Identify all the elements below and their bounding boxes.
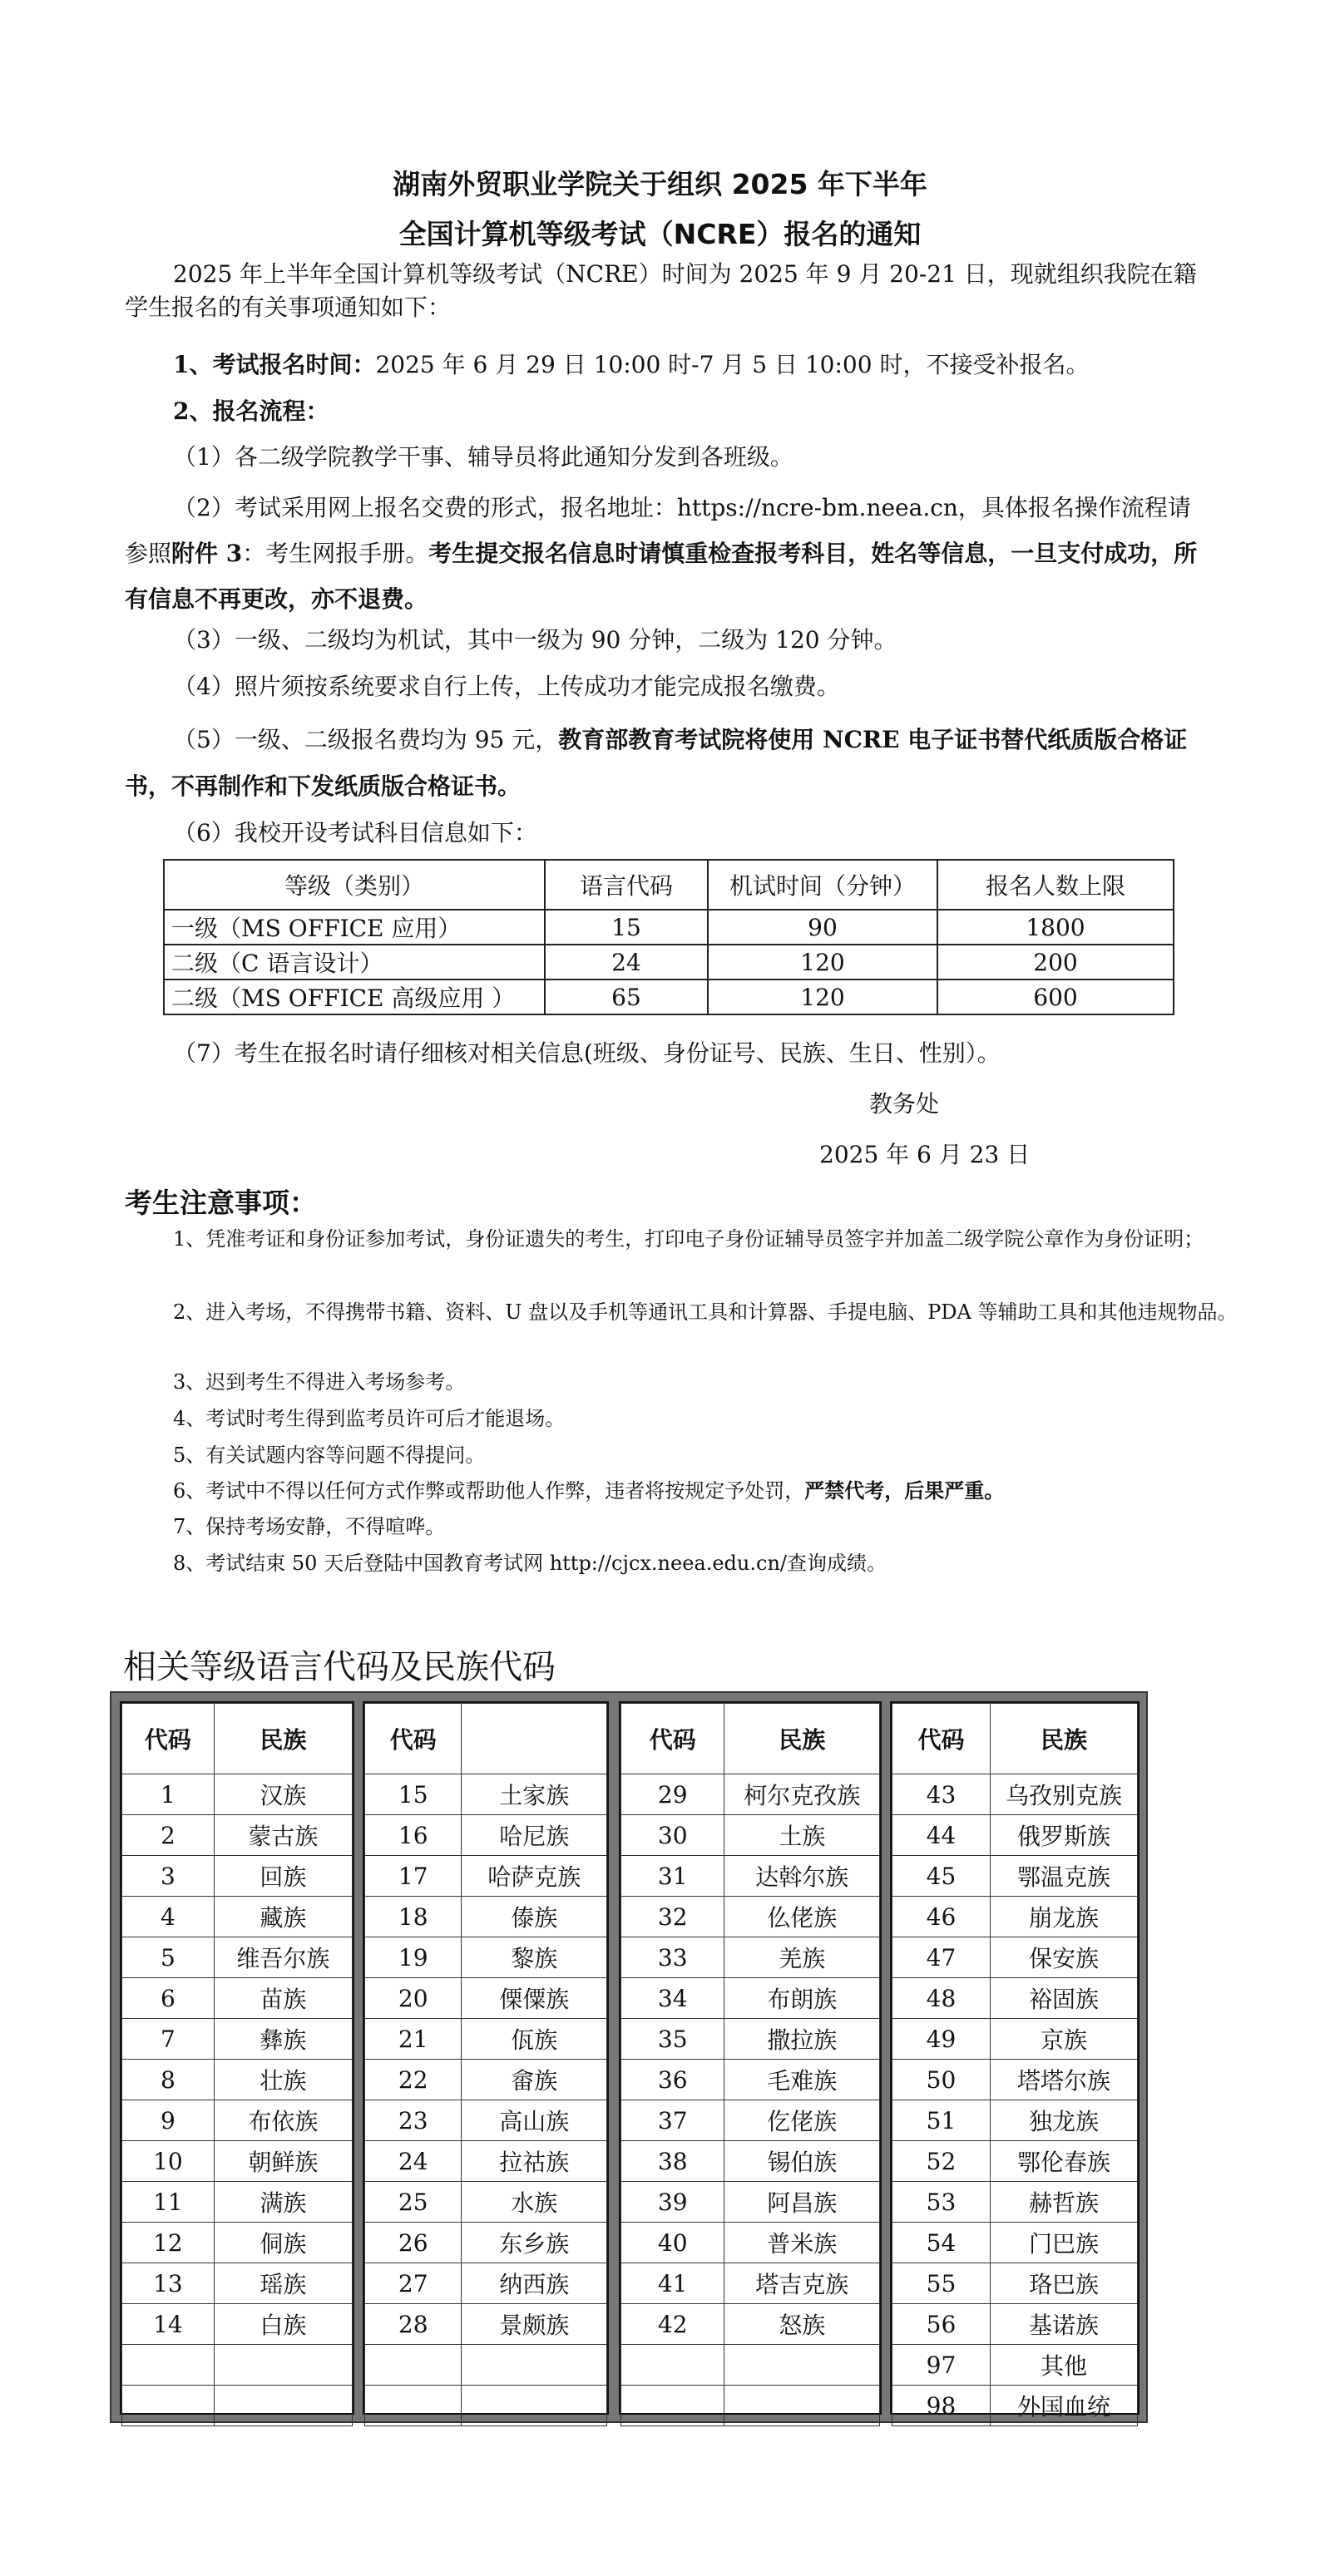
ethnic-code-cell: 5 [122,1937,215,1978]
ethnic-code-cell: 33 [621,1937,724,1978]
ethnic-code-cell: 22 [365,2060,462,2100]
table-row [164,910,1174,945]
ethnic-code-cell: 47 [892,1937,991,1978]
ethnic-header-cell: 代码 [365,1704,462,1774]
ethnic-row [621,2141,880,2182]
ethnic-code-cell: 98 [892,2386,991,2426]
ethnic-name-cell: 布依族 [214,2100,352,2141]
ethnic-code-cell: 2 [122,1815,215,1856]
ethnic-name-cell: 哈尼族 [462,1815,607,1856]
ethnic-code-cell: 24 [365,2141,462,2182]
ethnic-code-cell: 3 [122,1856,215,1897]
ethnic-row [892,1774,1138,1815]
table-row [164,945,1174,980]
ethnic-name-cell: 保安族 [991,1937,1138,1978]
ethnic-code-cell: 7 [122,2019,215,2060]
item-2-warning: 考生提交报名信息时请慎重检查报考科目，姓名等信息，一旦支付成功，所有信息不再更改，亦不退费。 [125,540,1198,613]
table-cell: 90 [708,910,937,945]
ethnic-block-3 [619,1701,882,2415]
table-cell: 15 [545,910,708,945]
ethnic-header-row [892,1704,1138,1774]
ethnic-name-cell: 仫佬族 [724,1897,880,1937]
ethnic-row [365,2141,607,2182]
ethnic-row [621,2223,880,2263]
note-4: 4、考试时考生得到监考员许可后才能退场。 [173,1407,566,1430]
ethnic-name-cell: 柯尔克孜族 [724,1774,880,1815]
ethnic-code-cell: 14 [122,2304,215,2345]
ethnic-row [892,2304,1138,2345]
ethnic-name-cell: 土家族 [462,1774,607,1815]
issuing-office: 教务处 [869,1090,940,1118]
ethnic-code-cell: 45 [892,1856,991,1897]
table-row [164,980,1174,1014]
ethnic-name-cell: 裕固族 [991,1978,1138,2019]
section-1-text: 2025 年 6 月 29 日 10:00 时-7 月 5 日 10:00 时，不接受补报名。 [375,351,1090,378]
ethnic-name-cell: 回族 [214,1856,352,1897]
ethnic-code-cell: 4 [122,1897,215,1937]
ethnic-header-cell: 民族 [214,1704,352,1774]
ethnic-name-cell [214,2386,352,2426]
ethnic-name-cell: 锡伯族 [724,2141,880,2182]
ethnic-code-cell: 13 [122,2263,215,2304]
ethnic-name-cell [724,2345,880,2386]
ethnic-row [365,2019,607,2060]
ethnic-code-cell: 40 [621,2223,724,2263]
ethnic-name-cell: 其他 [991,2345,1138,2386]
table-cell: 200 [937,945,1174,980]
table-header: 报名人数上限 [937,860,1174,910]
ethnic-name-cell: 外国血统 [991,2386,1138,2426]
ethnic-row [621,2060,880,2100]
ethnic-row [365,2386,607,2426]
ethnic-row [621,1937,880,1978]
section-1 [173,348,1089,382]
table-cell: 120 [708,945,937,980]
ethnic-name-cell: 独龙族 [991,2100,1138,2141]
ethnic-code-cell: 38 [621,2141,724,2182]
ethnic-code-cell: 20 [365,1978,462,2019]
ethnic-code-cell: 51 [892,2100,991,2141]
ethnic-name-cell: 撒拉族 [724,2019,880,2060]
ethnic-row [621,1774,880,1815]
ethnic-code-cell: 11 [122,2182,215,2223]
table-cell: 1800 [937,910,1174,945]
ethnic-code-cell [365,2386,462,2426]
ethnic-code-cell: 97 [892,2345,991,2386]
ethnic-code-cell: 23 [365,2100,462,2141]
ethnic-code-cell [621,2386,724,2426]
ethnic-block-1 [120,1701,354,2415]
ethnic-row [365,2100,607,2141]
ethnic-row [365,1774,607,1815]
ethnic-row [365,1978,607,2019]
ethnic-name-cell: 京族 [991,2019,1138,2060]
ethnic-row [621,2345,880,2386]
ethnic-name-cell: 羌族 [724,1937,880,1978]
ethnic-code-cell: 55 [892,2263,991,2304]
ethnic-row [892,1897,1138,1937]
ethnic-name-cell: 朝鲜族 [214,2141,352,2182]
ethnic-row [122,2100,353,2141]
ethnic-name-cell: 瑶族 [214,2263,352,2304]
ethnic-row [365,2345,607,2386]
ethnic-name-cell: 东乡族 [462,2223,607,2263]
item-5-notice: 教育部教育考试院将使用 NCRE 电子证书替代纸质版合格证书，不再制作和下发纸质版合格证书。 [125,726,1188,800]
ethnic-name-cell: 侗族 [214,2223,352,2263]
item-5 [125,717,1206,810]
ethnic-code-cell [122,2345,215,2386]
ethnic-row [365,1937,607,1978]
ethnic-row [892,2060,1138,2100]
ethnic-row [365,2223,607,2263]
ethnic-name-cell: 纳西族 [462,2263,607,2304]
table-cell: 一级（MS OFFICE 应用） [164,910,545,945]
ethnic-row [365,2263,607,2304]
table-cell: 24 [545,945,708,980]
ethnic-row [122,2345,353,2386]
course-table [163,859,1174,1015]
ethnic-row [621,2100,880,2141]
table-header: 等级（类别） [164,860,545,910]
ethnic-name-cell: 藏族 [214,1897,352,1937]
ethnic-code-cell: 46 [892,1897,991,1937]
ethnic-row [122,2182,353,2223]
ethnic-code-cell: 12 [122,2223,215,2263]
ethnic-name-cell: 塔塔尔族 [991,2060,1138,2100]
ethnic-name-cell: 水族 [462,2182,607,2223]
ethnic-row [892,2141,1138,2182]
ethnic-name-cell: 土族 [724,1815,880,1856]
ethnic-name-cell: 崩龙族 [991,1897,1138,1937]
ethnic-row [621,1815,880,1856]
ethnic-code-cell: 29 [621,1774,724,1815]
ethnic-row [122,2223,353,2263]
ethnic-block-2 [363,1701,609,2415]
item-6: （6）我校开设考试科目信息如下： [173,819,537,846]
ethnic-header-row [365,1704,607,1774]
ethnic-name-cell: 毛难族 [724,2060,880,2100]
title-line-2: 全国计算机等级考试（NCRE）报名的通知 [398,218,922,250]
item-4: （4）照片须按系统要求自行上传，上传成功才能完成报名缴费。 [173,673,840,700]
ethnic-code-cell: 56 [892,2304,991,2345]
item-7: （7）考生在报名时请仔细核对相关信息(班级、身份证号、民族、生日、性别）。 [173,1039,1001,1067]
ethnic-row [365,1856,607,1897]
ethnic-row [892,1937,1138,1978]
ethnic-row [122,2386,353,2426]
ethnic-name-cell: 苗族 [214,1978,352,2019]
note-2: 2、进入考场，不得携带书籍、资料、U 盘以及手机等通讯工具和计算器、手提电脑、PDA 等辅助工具和其他违规物品。 [173,1300,1238,1324]
ethnic-name-cell: 俄罗斯族 [991,1815,1138,1856]
ethnic-name-cell: 满族 [214,2182,352,2223]
ethnic-row [892,2182,1138,2223]
ethnic-code-cell [122,2386,215,2426]
ethnic-name-cell: 布朗族 [724,1978,880,2019]
ethnic-name-cell: 怒族 [724,2304,880,2345]
ethnic-code-cell: 16 [365,1815,462,1856]
ethnic-code-cell: 36 [621,2060,724,2100]
ethnic-row [621,1856,880,1897]
ethnic-name-cell: 鄂温克族 [991,1856,1138,1897]
ethnic-name-cell: 彝族 [214,2019,352,2060]
note-6-warning: 严禁代考，后果严重。 [804,1478,1005,1503]
ethnic-code-cell: 48 [892,1978,991,2019]
ethnic-row [122,1937,353,1978]
ethnic-code-cell: 19 [365,1937,462,1978]
ethnic-name-cell: 塔吉克族 [724,2263,880,2304]
ethnic-row [621,1978,880,2019]
ethnic-code-cell: 32 [621,1897,724,1937]
ethnic-header-row [122,1704,353,1774]
note-8: 8、考试结束 50 天后登陆中国教育考试网 http://cjcx.neea.edu.cn/查询成绩。 [173,1552,887,1575]
ethnic-row [122,1897,353,1937]
ethnic-code-cell: 50 [892,2060,991,2100]
title-line-1: 湖南外贸职业学院关于组织 2025 年下半年 [393,168,927,200]
ethnic-code-cell: 1 [122,1774,215,1815]
ethnic-row [365,1897,607,1937]
ethnic-name-cell [214,2345,352,2386]
ethnic-code-cell: 31 [621,1856,724,1897]
ethnic-name-cell: 傈僳族 [462,1978,607,2019]
ethnic-code-cell: 27 [365,2263,462,2304]
ethnic-row [122,1774,353,1815]
ethnic-code-cell: 18 [365,1897,462,1937]
ethnic-row [621,2182,880,2223]
table-cell: 65 [545,980,708,1014]
intro-paragraph: 2025 年上半年全国计算机等级考试（NCRE）时间为 2025 年 9 月 20-21 日，现就组织我院在籍学生报名的有关事项通知如下： [125,260,1197,321]
ethnic-row [621,2019,880,2060]
item-2-text-cont: ：考生网报手册。 [242,540,429,567]
ethnic-row [122,1856,353,1897]
ethnic-name-cell: 鄂伦春族 [991,2141,1138,2182]
item-5-text: （5）一级、二级报名费均为 95 元， [173,726,559,753]
ethnic-row [621,1897,880,1937]
ethnic-block-4 [890,1701,1140,2421]
ethnic-code-cell: 6 [122,1978,215,2019]
ethnic-code-cell: 35 [621,2019,724,2060]
ethnic-codes-title: 相关等级语言代码及民族代码 [123,1648,556,1686]
item-1: （1）各二级学院教学干事、辅导员将此通知分发到各班级。 [173,443,793,471]
ethnic-code-cell: 25 [365,2182,462,2223]
ethnic-name-cell: 白族 [214,2304,352,2345]
ethnic-row [365,2060,607,2100]
ethnic-code-cell: 41 [621,2263,724,2304]
ethnic-name-cell: 蒙古族 [214,1815,352,1856]
ethnic-code-cell: 43 [892,1774,991,1815]
section-2-label: 2、报名流程： [173,397,329,425]
ethnic-row [122,2019,353,2060]
ethnic-name-cell: 黎族 [462,1937,607,1978]
note-7: 7、保持考场安静，不得喧哗。 [173,1515,446,1538]
table-header: 机试时间（分钟） [708,860,937,910]
ethnic-name-cell: 基诺族 [991,2304,1138,2345]
note-5: 5、有关试题内容等问题不得提问。 [173,1443,486,1467]
ethnic-name-cell: 壮族 [214,2060,352,2100]
ethnic-row [122,2060,353,2100]
ethnic-name-cell: 高山族 [462,2100,607,2141]
ethnic-code-cell: 9 [122,2100,215,2141]
item-3: （3）一级、二级均为机试，其中一级为 90 分钟，二级为 120 分钟。 [173,626,897,654]
ethnic-name-cell: 乌孜别克族 [991,1774,1138,1815]
ethnic-code-cell: 54 [892,2223,991,2263]
ethnic-code-cell: 8 [122,2060,215,2100]
ethnic-row [892,1856,1138,1897]
ethnic-row [621,2386,880,2426]
ethnic-header-cell: 代码 [621,1704,724,1774]
ethnic-name-cell [462,2386,607,2426]
table-cell: 二级（MS OFFICE 高级应用 ） [164,980,545,1014]
ethnic-name-cell: 珞巴族 [991,2263,1138,2304]
ethnic-name-cell: 畲族 [462,2060,607,2100]
ethnic-name-cell: 仡佬族 [724,2100,880,2141]
ethnic-row [892,2223,1138,2263]
item-2 [125,485,1206,622]
ethnic-header-cell: 代码 [892,1704,991,1774]
ethnic-row [892,2345,1138,2386]
table-cell: 600 [937,980,1174,1014]
ethnic-code-cell: 10 [122,2141,215,2182]
ethnic-code-cell: 39 [621,2182,724,2223]
ethnic-header-cell [462,1704,607,1774]
ethnic-code-cell: 17 [365,1856,462,1897]
ethnic-header-row [621,1704,880,1774]
ethnic-code-cell: 42 [621,2304,724,2345]
ethnic-code-cell: 53 [892,2182,991,2223]
ethnic-name-cell: 达斡尔族 [724,1856,880,1897]
ethnic-code-cell: 30 [621,1815,724,1856]
note-6-text: 6、考试中不得以任何方式作弊或帮助他人作弊，违者将按规定予处罚， [173,1479,805,1503]
ethnic-name-cell: 拉祜族 [462,2141,607,2182]
table-cell: 二级（C 语言设计） [164,945,545,980]
ethnic-name-cell: 哈萨克族 [462,1856,607,1897]
ethnic-code-cell: 49 [892,2019,991,2060]
ethnic-name-cell: 佤族 [462,2019,607,2060]
ethnic-row [122,2304,353,2345]
section-1-label: 1、考试报名时间： [173,351,376,378]
ethnic-code-cell: 28 [365,2304,462,2345]
ethnic-code-cell: 44 [892,1815,991,1856]
table-cell: 120 [708,980,937,1014]
ethnic-code-cell: 21 [365,2019,462,2060]
note-6 [173,1474,1004,1508]
ethnic-name-cell: 普米族 [724,2223,880,2263]
ethnic-row [365,2304,607,2345]
attachment-ref: 附件 3 [171,540,243,567]
ethnic-row [122,2141,353,2182]
ethnic-name-cell: 汉族 [214,1774,352,1815]
ethnic-code-cell [621,2345,724,2386]
ethnic-row [621,2263,880,2304]
ethnic-name-cell: 维吾尔族 [214,1937,352,1978]
ethnic-name-cell: 门巴族 [991,2223,1138,2263]
ethnic-header-cell: 代码 [122,1704,215,1774]
ethnic-row [892,2019,1138,2060]
note-1: 1、凭准考证和身份证参加考试，身份证遗失的考生，打印电子身份证辅导员签字并加盖二级学院公章作为身份证明； [173,1227,1204,1251]
ethnic-row [892,2263,1138,2304]
table-header: 语言代码 [545,860,708,910]
ethnic-code-cell: 15 [365,1774,462,1815]
ethnic-header-cell: 民族 [991,1704,1138,1774]
ethnic-code-cell: 52 [892,2141,991,2182]
ethnic-row [365,2182,607,2223]
ethnic-code-cell: 34 [621,1978,724,2019]
ethnic-name-cell: 赫哲族 [991,2182,1138,2223]
ethnic-row [365,1815,607,1856]
ethnic-row [122,1815,353,1856]
note-3: 3、迟到考生不得进入考场参考。 [173,1370,466,1394]
issue-date: 2025 年 6 月 23 日 [819,1141,1031,1168]
ethnic-row [892,2386,1138,2426]
ethnic-name-cell: 傣族 [462,1897,607,1937]
ethnic-code-cell: 26 [365,2223,462,2263]
ethnic-row [892,1815,1138,1856]
ethnic-header-cell: 民族 [724,1704,880,1774]
ethnic-row [621,2304,880,2345]
ethnic-row [122,2263,353,2304]
ethnic-name-cell: 景颇族 [462,2304,607,2345]
ethnic-row [892,1978,1138,2019]
ethnic-name-cell [462,2345,607,2386]
item-2-text: （2）考试采用网上报名交费的形式，报名地址：https://ncre-bm.neea.cn，具体报名操作流程请参照 [125,494,1191,567]
table-header-row [164,860,1174,910]
ethnic-code-cell [365,2345,462,2386]
ethnic-name-cell [724,2386,880,2426]
notes-title: 考生注意事项： [125,1187,317,1219]
ethnic-row [892,2100,1138,2141]
ethnic-name-cell: 阿昌族 [724,2182,880,2223]
ethnic-code-cell: 37 [621,2100,724,2141]
ethnic-row [122,1978,353,2019]
